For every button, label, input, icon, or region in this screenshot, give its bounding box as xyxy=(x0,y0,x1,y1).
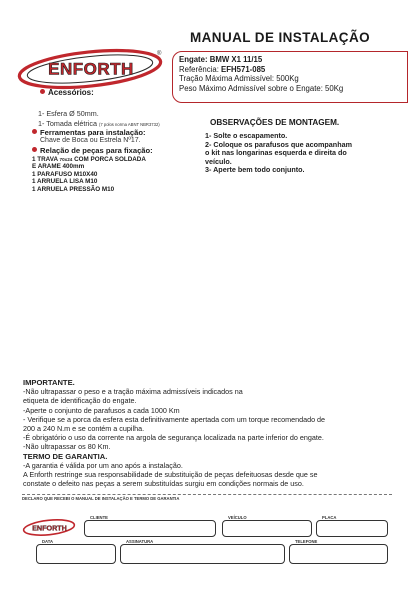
list-item: o kit nas longarinas esquerda e direita do xyxy=(205,148,347,158)
engate-row xyxy=(179,55,407,65)
observations-heading: OBSERVAÇÕES DE MONTAGEM. xyxy=(210,118,340,127)
important-line: - Verifique se a porca da esfera esta definitivamente apertada com um torque recomendado de xyxy=(23,414,326,424)
tools-section xyxy=(32,128,146,144)
list-item: 1- Tomada elétrica (7 polos norma ABNT NBR3732) xyxy=(38,118,160,128)
placa-field[interactable] xyxy=(316,520,388,537)
tracao-text: Tração Máxima Admissível: 500Kg xyxy=(179,74,299,84)
important-section xyxy=(23,378,403,488)
spec-box xyxy=(172,51,408,103)
brand-wordmark: ENFORTH xyxy=(48,59,134,79)
referencia-label: Referência: xyxy=(179,64,219,74)
list-item: veículo. xyxy=(205,156,232,166)
cliente-field[interactable] xyxy=(84,520,216,537)
declaration-text: DECLARO QUE RECEBI O MANUAL DE INSTALAÇÃO E TERMO DE GARANTIA xyxy=(22,496,180,501)
bullet-icon xyxy=(40,89,45,94)
cliente-label: CLIENTE xyxy=(90,515,108,520)
bullet-icon xyxy=(32,129,37,134)
peso-text: Peso Máximo Admissível sobre o Engate: 50Kg xyxy=(179,83,344,93)
list-item: 1 PARAFUSO M10X40 xyxy=(32,170,98,178)
referencia-row xyxy=(179,65,407,75)
important-line: -É obrigatório o uso da corrente na argola de segurança localizada na parte inferior do engate. xyxy=(23,433,324,443)
brand-wordmark-small: ENFORTH xyxy=(32,523,67,533)
data-label: DATA xyxy=(42,539,54,544)
list-item: 1 ARRUELA LISA M10 xyxy=(32,178,98,186)
warranty-line: -A garantia é válida por um ano após a instalação. xyxy=(23,460,183,470)
tools-body: Chave de Boca ou Estrela Nº17. xyxy=(40,137,141,144)
placa-label: PLACA xyxy=(322,515,337,520)
registered-mark: ® xyxy=(157,51,162,57)
page-title: MANUAL DE INSTALAÇÃO xyxy=(190,30,370,45)
important-line: -Aperte o conjunto de parafusos a cada 1000 Km xyxy=(23,405,180,415)
warranty-line: A Enforth restringe sua responsabilidade de substituição de peças defeituosas desde que se xyxy=(23,470,318,480)
telefone-label: TELEFONE xyxy=(295,539,318,544)
important-line: -Não ultrapassar os 80 Km. xyxy=(23,442,111,452)
list-item: 1- Solte o escapamento. xyxy=(205,131,288,140)
veiculo-field[interactable] xyxy=(222,520,312,537)
important-line: etiqueta de identificação do engate. xyxy=(23,396,137,406)
parts-heading-wrap xyxy=(32,146,153,155)
enforth-logo-small xyxy=(22,518,77,536)
veiculo-label: VEÍCULO xyxy=(228,515,247,520)
list-item: 3- Aperte bem todo conjunto. xyxy=(205,165,305,175)
list-item: 1 TRAVA 70x24 COM PORCA SOLDADA xyxy=(32,156,146,163)
engate-label: Engate: xyxy=(179,55,208,64)
list-item: 2- Coloque os parafusos que acompanham xyxy=(205,139,352,149)
tomada-note: (7 polos norma ABNT NBR3732) xyxy=(99,121,160,127)
referencia-value: EFH571-085 xyxy=(221,64,266,74)
accessories-heading: Acessórios: xyxy=(40,88,94,97)
telefone-field[interactable] xyxy=(289,544,388,564)
data-field[interactable] xyxy=(36,544,116,564)
important-line: 200 a 240 N.m e se contém a cupilha. xyxy=(23,424,145,434)
bullet-icon xyxy=(32,147,37,152)
warranty-line: constate o defeito nas peças a serem substituídas surgiu em condições normais de uso. xyxy=(23,479,304,489)
warranty-heading: TERMO DE GARANTIA. xyxy=(23,451,108,461)
cut-line xyxy=(22,494,392,495)
tools-heading: Ferramentas para instalação: xyxy=(32,128,146,137)
important-line: -Não ultrapassar o peso e a tração máxima admissíveis indicados na xyxy=(23,387,243,397)
parts-heading: Relação de peças para fixação: xyxy=(32,146,153,155)
parts-list xyxy=(32,156,146,193)
list-item: E ARAME 400mm xyxy=(32,163,85,171)
observations-list xyxy=(205,132,352,175)
assinatura-label: ASSINATURA xyxy=(126,539,154,544)
important-heading: IMPORTANTE. xyxy=(23,378,75,387)
list-item: 1- Esfera Ø 50mm. xyxy=(38,109,99,118)
list-item: 1 ARRUELA PRESSÃO M10 xyxy=(32,185,115,193)
assinatura-field[interactable] xyxy=(120,544,285,564)
engate-value: BMW X1 11/15 xyxy=(209,55,263,64)
accessories-list xyxy=(38,109,160,129)
enforth-logo xyxy=(16,46,168,90)
